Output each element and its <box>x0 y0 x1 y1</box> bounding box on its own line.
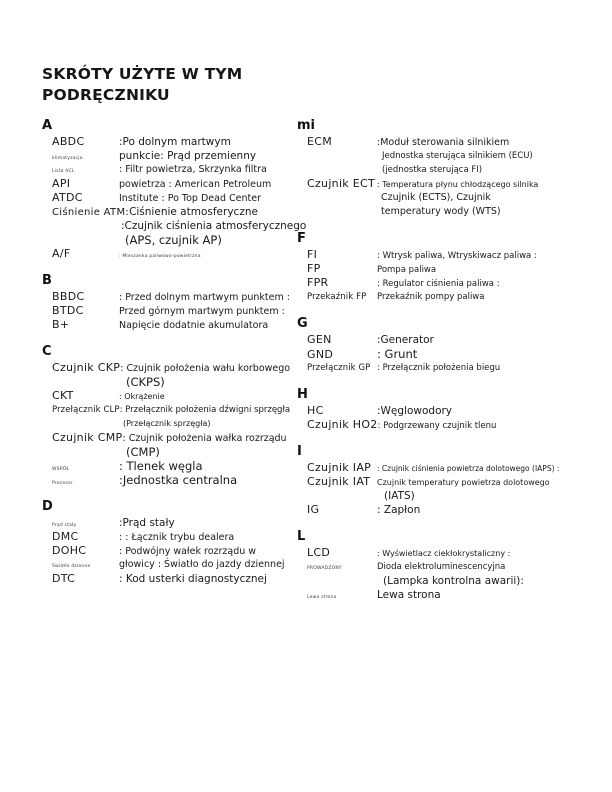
section-letter: I <box>297 444 302 459</box>
definition: : Przełącznik położenia biegu <box>377 363 501 373</box>
definition: (IATS) <box>384 490 415 502</box>
definition: głowicy : Światło do jazdy dziennej <box>119 559 285 570</box>
glossary-row <box>297 404 587 418</box>
definition: : : Łącznik trybu dealera <box>119 532 235 543</box>
definition: Przed górnym martwym punktem : <box>119 306 285 317</box>
glossary-row <box>42 205 294 219</box>
definition: Czujnik temperatury powietrza dolotowego <box>377 478 550 487</box>
term: DOHC <box>52 544 87 557</box>
term: FP <box>307 262 321 275</box>
term: Czujnik ECT <box>307 177 376 190</box>
glossary-row <box>42 191 294 205</box>
definition: : Regulator ciśnienia paliwa : <box>377 279 500 289</box>
definition: Przekaźnik pompy paliwa <box>377 292 485 302</box>
glossary-section-G <box>297 316 587 375</box>
definition: (CMP) <box>126 445 160 459</box>
definition: : Filtr powietrza, Skrzynka filtra <box>119 164 267 175</box>
glossary-row <box>42 219 307 233</box>
definition: :Jednostka centralna <box>119 473 238 487</box>
section-letter: G <box>297 316 308 331</box>
glossary-row <box>297 361 587 375</box>
term: GND <box>307 348 334 361</box>
glossary-row <box>42 163 294 177</box>
term: DMC <box>52 530 79 543</box>
definition: Lewa strona <box>377 589 441 601</box>
section-letter: H <box>297 387 308 402</box>
term: BTDC <box>52 304 84 317</box>
glossary-row <box>42 544 294 558</box>
glossary-row <box>297 347 587 361</box>
glossary-column-right <box>297 118 587 614</box>
definition: temperatury wody (WTS) <box>381 206 501 217</box>
definition: Ciśnienie atmosferyczne <box>129 206 258 218</box>
term: Procesor <box>52 481 73 486</box>
section-letter: F <box>297 231 306 246</box>
term: Czujnik CKP <box>52 361 121 374</box>
glossary-row <box>297 503 587 517</box>
term: Ciśnienie ATM: <box>52 207 130 218</box>
section-letter: D <box>42 499 53 514</box>
definition: (CKPS) <box>126 375 165 389</box>
glossary-section-H <box>297 387 587 432</box>
glossary-section-A <box>42 118 307 261</box>
term: API <box>52 177 71 190</box>
definition: : Tlenek węgla <box>119 459 203 473</box>
definition: (jednostka sterująca FI) <box>382 165 483 175</box>
glossary-row <box>297 205 587 219</box>
glossary-row <box>42 233 294 247</box>
term: Przełącznik GP <box>307 363 371 373</box>
definition: :Prąd stały <box>119 517 175 529</box>
section-letter: B <box>42 273 52 288</box>
definition: : Przed dolnym martwym punktem : <box>119 292 290 303</box>
glossary-row <box>42 530 294 544</box>
definition: :Węglowodory <box>377 405 453 417</box>
definition: :Czujnik ciśnienia atmosferycznego <box>121 220 307 232</box>
definition: : Zapłon <box>377 504 421 516</box>
term: CKT <box>52 389 74 402</box>
glossary-row <box>42 149 294 163</box>
glossary-column-left <box>42 118 307 598</box>
glossary-section-F <box>297 231 587 304</box>
glossary-row <box>297 177 587 191</box>
glossary-row <box>297 333 587 347</box>
definition: : Okrążenie <box>119 392 165 401</box>
glossary-section-mi <box>297 118 587 219</box>
term: FPR <box>307 276 329 289</box>
glossary-row <box>42 375 294 389</box>
glossary-row <box>42 135 294 149</box>
glossary-row <box>42 361 294 375</box>
page-title-line1: SKRÓTY UŻYTE W TYM <box>42 65 243 83</box>
term: DTC <box>52 572 76 585</box>
glossary-row <box>42 318 294 332</box>
glossary-row <box>42 290 294 304</box>
term: HC <box>307 404 324 417</box>
term: klimatyzacja <box>52 156 83 161</box>
glossary-row <box>297 191 587 205</box>
term: Światło dzienne <box>52 564 91 569</box>
glossary-row <box>42 558 294 572</box>
glossary-section-C <box>42 344 294 487</box>
page-title-line2: PODRĘCZNIKU <box>42 86 170 104</box>
definition: :Po dolnym martwym <box>119 136 231 148</box>
definition: Institute : Po Top Dead Center <box>119 193 261 204</box>
definition: : Czujnik ciśnienia powietrza dolotowego (IAPS) : <box>377 464 560 473</box>
glossary-row <box>297 574 587 588</box>
section-letter: A <box>42 118 53 133</box>
glossary-row <box>297 290 587 304</box>
glossary-section-I <box>297 444 587 517</box>
glossary-row <box>297 588 587 602</box>
term: IG <box>307 503 320 516</box>
definition: Dioda elektroluminescencyjna <box>377 562 506 572</box>
definition: Pompa paliwa <box>377 265 437 275</box>
glossary-row <box>42 572 294 586</box>
definition: : Przełącznik położenia dźwigni sprzęgła <box>119 405 291 415</box>
definition: (Lampka kontrolna awarii): <box>383 575 524 587</box>
glossary-row <box>297 149 587 163</box>
glossary-section-B <box>42 273 294 332</box>
glossary-row <box>297 489 587 503</box>
term: WSPÓŁ <box>52 467 70 472</box>
definition: (Przełącznik sprzęgła) <box>123 419 211 428</box>
definition: : Kod usterki diagnostycznej <box>119 573 267 585</box>
term: FI <box>307 248 318 261</box>
term: Czujnik IAP <box>307 461 372 474</box>
glossary-row <box>297 163 587 177</box>
definition: Czujnik (ECTS), Czujnik <box>381 192 491 203</box>
term: Lista ACL <box>52 169 75 174</box>
definition: : Grunt <box>377 347 418 361</box>
glossary-row <box>42 389 294 403</box>
term: Lewa strona <box>307 595 337 600</box>
glossary-row <box>42 516 294 530</box>
glossary-row <box>42 403 294 417</box>
term: Czujnik CMP <box>52 431 123 444</box>
glossary-row <box>42 417 294 431</box>
section-letter: C <box>42 344 52 359</box>
glossary-row <box>297 475 587 489</box>
definition: Napięcie dodatnie akumulatora <box>119 320 269 331</box>
glossary-row <box>42 445 294 459</box>
glossary-section-D <box>42 499 294 586</box>
term: Czujnik HO2 <box>307 418 378 431</box>
term: ABDC <box>52 135 85 148</box>
definition: : Podwójny wałek rozrządu w <box>119 546 257 557</box>
definition: punkcie: Prąd przemienny <box>119 150 257 162</box>
term: Czujnik IAT <box>307 475 371 488</box>
term: B+ <box>52 318 70 331</box>
glossary-row <box>297 546 587 560</box>
glossary-row <box>42 459 294 473</box>
definition: : Podgrzewany czujnik tlenu <box>377 421 497 431</box>
glossary-row <box>42 247 294 261</box>
term: BBDC <box>52 290 85 303</box>
term: PROWADZONY <box>307 566 342 571</box>
glossary-row <box>297 276 587 290</box>
page-title <box>42 64 242 106</box>
glossary-section-L <box>297 529 587 602</box>
definition: (APS, czujnik AP) <box>125 233 222 247</box>
definition: Jednostka sterująca silnikiem (ECU) <box>382 151 533 161</box>
glossary-row <box>297 461 587 475</box>
glossary-row <box>297 248 587 262</box>
definition: powietrza : American Petroleum <box>119 179 272 190</box>
glossary-row <box>42 177 294 191</box>
definition: : Temperatura płynu chłodzącego silnika <box>377 180 539 189</box>
term: Prąd stały <box>52 523 77 528</box>
glossary-row <box>297 135 587 149</box>
term: Przekaźnik FP <box>307 292 367 302</box>
glossary-row <box>42 304 294 318</box>
definition: :Generator <box>377 334 434 346</box>
glossary-row <box>42 431 294 445</box>
glossary-row <box>297 418 587 432</box>
glossary-row <box>297 560 587 574</box>
section-letter: L <box>297 529 306 544</box>
term: GEN <box>307 333 332 346</box>
term: Przełącznik CLP <box>52 405 120 415</box>
glossary-row <box>297 262 587 276</box>
term: A/F <box>52 247 71 260</box>
definition: :Moduł sterowania silnikiem <box>377 137 510 148</box>
definition: : Czujnik położenia wału korbowego <box>120 363 291 374</box>
section-letter: mi <box>297 118 316 133</box>
definition: : Czujnik położenia wałka rozrządu <box>122 433 287 444</box>
term: ATDC <box>52 191 83 204</box>
definition: : Wyświetlacz ciekłokrystaliczny : <box>377 549 511 558</box>
definition: : Mieszanka paliwowo-powietrzna <box>119 254 201 259</box>
term: ECM <box>307 135 333 148</box>
definition: : Wtrysk paliwa, Wtryskiwacz paliwa : <box>377 251 537 261</box>
term: LCD <box>307 546 331 559</box>
